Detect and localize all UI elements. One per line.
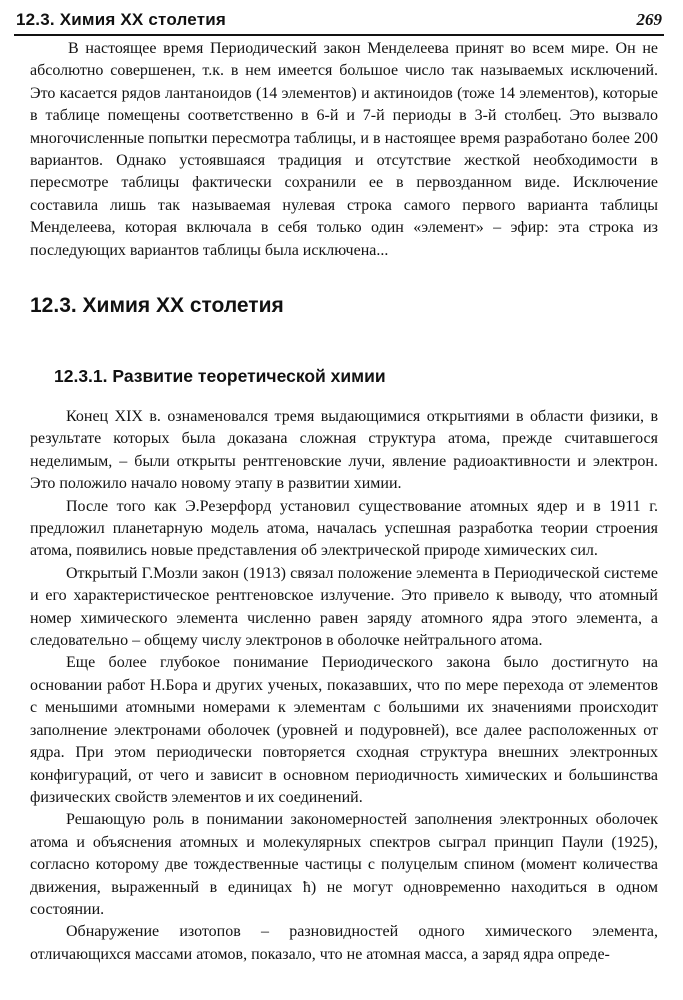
section-heading: 12.3. Химия XX столетия: [30, 294, 284, 317]
running-title: 12.3. Химия XX столетия: [16, 10, 227, 29]
paragraph-rutherford: После того как Э.Резерфорд установил существование атомных ядер и в 1911 г. предложил планетарную модель атома, началась успешная разработка теории строения атома, появились новые представления об электрической природе химических сил.: [30, 497, 658, 560]
page-number: 269: [636, 10, 662, 29]
paragraph-discoveries: Конец XIX в. ознаменовался тремя выдающимися открытиями в области физики, в результате которых была доказана сложная структура атома, прежде считавшегося неделимым, – были открыты рентгеновские лучи, явление радиоактивности и электрон. Это положило начало новому этапу в развитии химии.: [30, 408, 658, 493]
intro-paragraph: В настоящее время Периодический закон Менделеева принят во всем мире. Он не абсолютно совершенен, т.к. в нем имеется большое число так называемых исключений. Это касается рядов лантаноидов (14 элементов) и актиноидов (тоже 14 элементов), которые в таблице помещены соответственно в 6-й и 7-й периоды в 3-й столбец. Это вызвало многочисленные попытки пересмотра таблицы, и в настоящее время разработано более 200 вариантов. Однако устоявшаяся традиция и отсутствие жесткой необходимости в пересмотре таблицы фактически сохранили ее в первозданном виде. Исключение составила лишь так называемая нулевая строка самого первого варианта таблицы Менделеева, которая включала в себя только один «элемент» – эфир: эта строка из последующих вариантов таблицы была исключена...: [30, 40, 658, 259]
paragraph-isotopes: Обнаружение изотопов – разновидностей одного химического элемента, отличающихся массами атомов, показало, что не атомная масса, а заряд ядра опреде-: [30, 923, 658, 963]
running-header: [14, 8, 664, 36]
intro-text-block: [30, 38, 658, 262]
paragraph-moseley: Открытый Г.Мозли закон (1913) связал положение элемента в Периодической системе и его характеристическое рентгеновское излучение. Это привело к выводу, что атомный номер химического элемента численно равен заряду атомного ядра этого элемента, а следовательно – общему числу электронов в оболочке нейтрального атома.: [30, 564, 658, 650]
main-text-block: [30, 406, 658, 966]
subsection-heading: 12.3.1. Развитие теоретической химии: [54, 366, 386, 386]
paragraph-bohr: Еще более глубокое понимание Периодического закона было достигнуто на основании работ Н.Бора и других ученых, показавших, что по мере перехода от элементов с меньшими атомными номерами к элементам с большими их значениями происходит заполнение электронами оболочек (уровней и подуровней), все далее расположенных от ядра. При этом периодически повторяется сходная структура внешних электронных конфигураций, от чего и зависит в основном периодичность химических и большинства физических свойств элементов и их соединений.: [30, 654, 658, 806]
paragraph-pauli: Решающую роль в понимании закономерностей заполнения электронных оболочек атома и объяснения атомных и молекулярных спектров сыграл принцип Паули (1925), согласно которому две тождественные частицы с полуцелым спином (момент количества движения, выраженный в единицах ħ) не могут одновременно находиться в одном состоянии.: [30, 811, 658, 918]
